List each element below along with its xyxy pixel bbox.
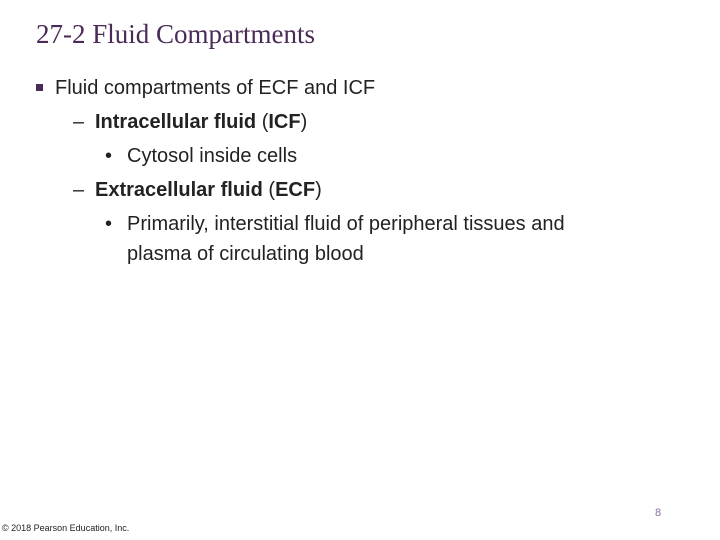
bullet-text: Primarily, interstitial fluid of peripheral tissues and bbox=[127, 213, 565, 235]
dash-bullet-icon: – bbox=[73, 179, 85, 201]
bullet-text: plasma of circulating blood bbox=[127, 243, 364, 265]
paren-close: ) bbox=[300, 111, 308, 133]
page-number: 8 bbox=[655, 507, 662, 519]
bullet-level2-ecf bbox=[73, 178, 322, 202]
term-icf: ICF bbox=[268, 111, 301, 133]
paren-close: ) bbox=[315, 179, 322, 201]
bullet-level3-continuation bbox=[127, 242, 364, 266]
bullet-level2-icf bbox=[73, 110, 307, 134]
square-bullet-icon bbox=[36, 84, 43, 91]
term-extracellular-fluid: Extracellular fluid bbox=[95, 179, 263, 201]
dot-bullet-icon: • bbox=[105, 145, 113, 167]
bullet-text: Fluid compartments of ECF and ICF bbox=[55, 77, 376, 99]
copyright-footer: © 2018 Pearson Education, Inc. bbox=[2, 523, 130, 533]
bullet-level1 bbox=[36, 76, 375, 100]
term-ecf: ECF bbox=[275, 179, 316, 201]
bullet-text: Cytosol inside cells bbox=[127, 145, 298, 167]
paren-open: ( bbox=[256, 111, 269, 133]
dash-bullet-icon: – bbox=[73, 111, 85, 133]
dot-bullet-icon: • bbox=[105, 213, 113, 235]
bullet-level3-cytosol bbox=[105, 144, 297, 168]
paren-open: ( bbox=[262, 179, 276, 201]
bullet-level3-primarily bbox=[105, 212, 565, 236]
term-intracellular-fluid: Intracellular fluid bbox=[95, 111, 257, 133]
slide-title: 27-2 Fluid Compartments bbox=[36, 19, 315, 49]
